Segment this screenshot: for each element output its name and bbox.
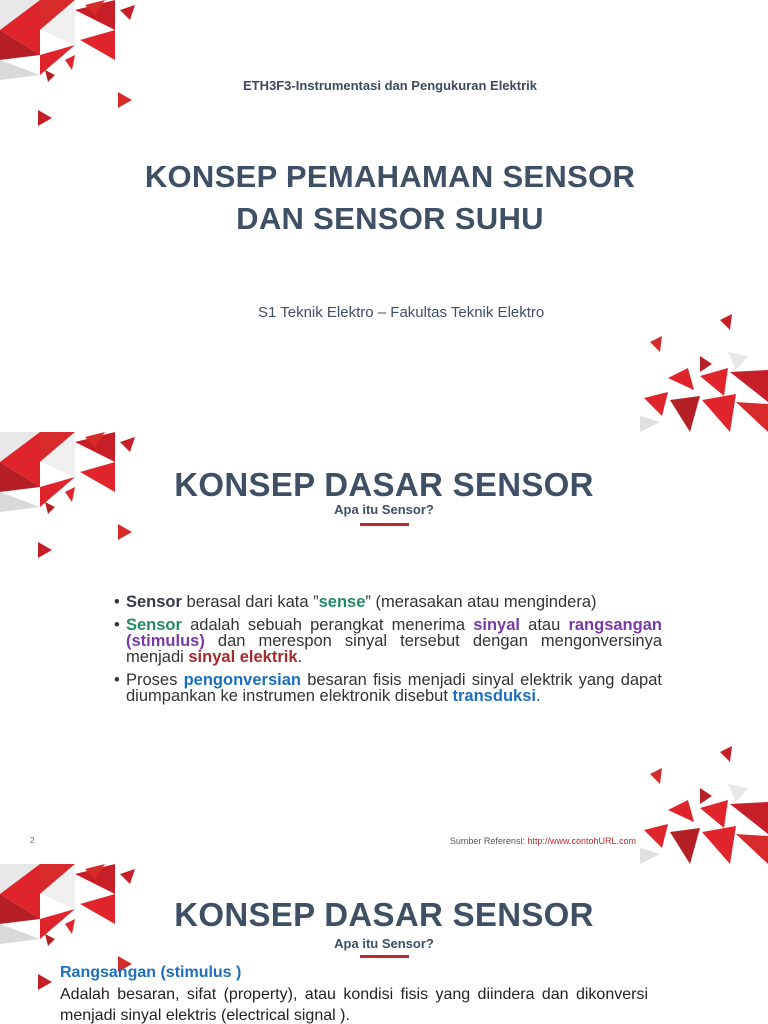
bullet-list xyxy=(116,594,662,711)
keyword: sinyal elektrik xyxy=(188,648,298,666)
bullet-text: . xyxy=(535,687,541,705)
keyword: Sensor xyxy=(126,616,182,634)
title-line-1: KONSEP PEMAHAMAN SENSOR xyxy=(144,159,636,194)
slide-title: KONSEP DASAR SENSOR xyxy=(174,896,594,933)
bullet-text: adalah sebuah perangkat menerima xyxy=(181,616,474,634)
reference xyxy=(450,836,636,846)
page-number: 2 xyxy=(30,836,35,845)
bullet-text: . xyxy=(297,648,303,666)
triangle-pattern-bottom-right xyxy=(640,744,768,864)
keyword: sense xyxy=(318,593,366,611)
keyword: sinyal xyxy=(473,616,520,634)
keyword: rangsangan (stimulus) xyxy=(126,616,662,650)
keyword: Sensor xyxy=(126,593,182,611)
bullet-text: berasal dari kata ” xyxy=(181,593,319,611)
title-underline xyxy=(360,955,409,958)
presentation-subtitle: S1 Teknik Elektro – Fakultas Teknik Elektro xyxy=(258,304,545,321)
section-body: Adalah besaran, sifat (property), atau kondisi fisis yang diindera dan dikonversi menjadi sinyal elektris (electrical signal ). xyxy=(60,986,648,1024)
slide-3 xyxy=(0,864,768,1024)
slide-subtitle: Apa itu Sensor? xyxy=(334,502,434,517)
reference-label: Sumber Referensi: xyxy=(449,836,528,846)
slide-1 xyxy=(0,0,768,432)
presentation-title xyxy=(0,156,768,240)
slide-title: KONSEP DASAR SENSOR xyxy=(174,466,594,503)
slide-2 xyxy=(0,432,768,864)
bullet-text: dan merespon sinyal tersebut dengan mengonversinya menjadi xyxy=(126,632,662,666)
title-line-2: DAN SENSOR SUHU xyxy=(236,201,544,236)
triangle-pattern-bottom-right xyxy=(640,312,768,432)
bullet-item xyxy=(116,617,662,665)
triangle-pattern-top-left xyxy=(0,0,140,130)
title-underline xyxy=(360,523,409,526)
reference-link[interactable]: http://www.contohURL.com xyxy=(527,836,636,846)
bullet-item xyxy=(116,672,662,704)
bullet-item xyxy=(116,594,662,610)
bullet-text: atau xyxy=(520,616,569,634)
bullet-text: Proses xyxy=(126,671,184,689)
bullet-text: besaran fisis menjadi sinyal elektrik yang dapat diumpankan ke instrumen elektronik disebut xyxy=(126,671,662,705)
slide-subtitle: Apa itu Sensor? xyxy=(334,936,434,951)
course-code: ETH3F3-Instrumentasi dan Pengukuran Elektrik xyxy=(242,78,538,93)
bullet-text: ” (merasakan atau mengindera) xyxy=(365,593,597,611)
keyword: transduksi xyxy=(452,687,536,705)
section-heading: Rangsangan (stimulus ) xyxy=(60,964,242,981)
keyword: pengonversian xyxy=(183,671,301,689)
